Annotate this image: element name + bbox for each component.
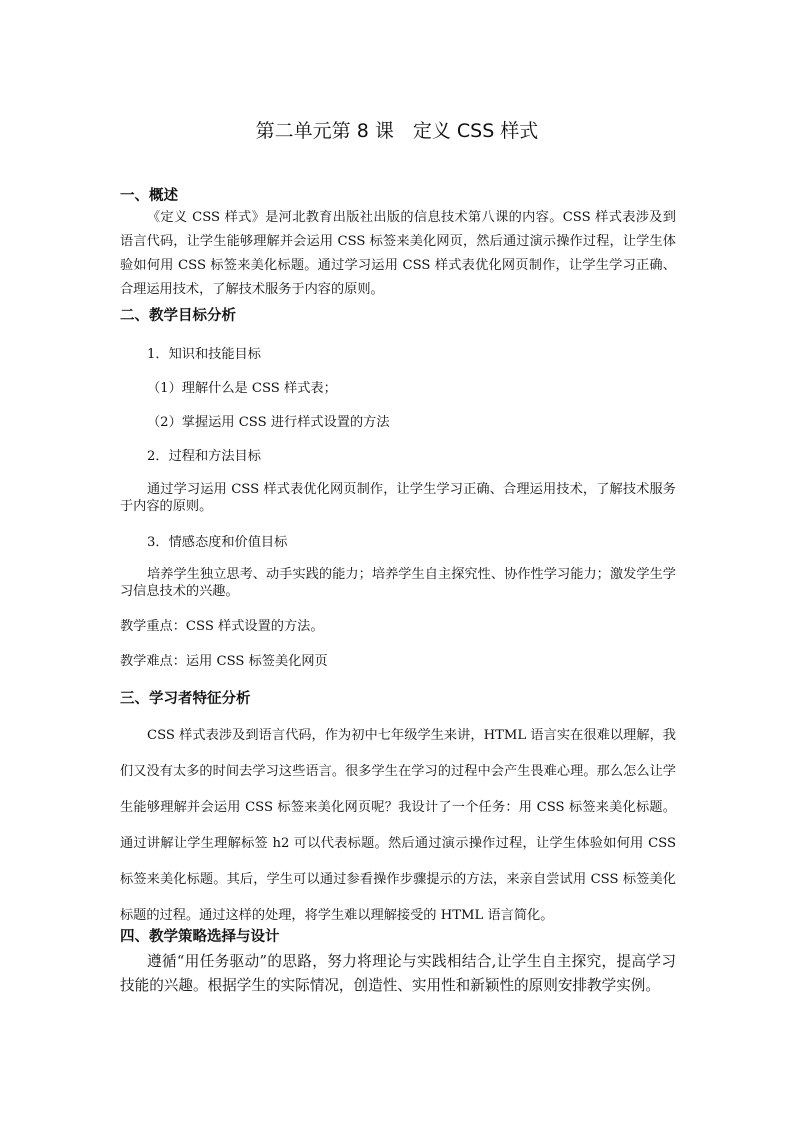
- goal-attitude-values: 3．情感态度和价值目标: [147, 535, 288, 550]
- teaching-difficult-point: 教学难点：运用 CSS 标签美化网页: [120, 654, 328, 669]
- goal-knowledge-skills: 1．知识和技能目标: [147, 347, 261, 362]
- section-heading-objectives: 二、教学目标分析: [120, 308, 236, 324]
- teaching-key-point: 教学重点：CSS 样式设置的方法。: [120, 619, 324, 634]
- goal-item-1: （1）理解什么是 CSS 样式表；: [147, 381, 337, 396]
- learners-paragraph: CSS 样式表涉及到语言代码，作为初中七年级学生来讲，HTML 语言实在很难以理解，我们又没有太多的时间去学习这些语言。很多学生在学习的过程中会产生畏难心理。那么怎么让学生能够理解并会运用 CSS 标签来美化网页呢？我设计了一个任务：用 CSS 标签来美化标题。通过讲解让学生理解标签 h2 可以代表标题。然后通过演示操作过程，让学生体验如何用 CSS 标签来美化标题。其后，学生可以通过参看操作步骤提示的方法，来亲自尝试用 CSS 标签美化标题的过程。通过这样的处理，将学生难以理解接受的 HTML 语言简化。: [120, 728, 676, 923]
- goal-process-text: 通过学习运用 CSS 样式表优化网页制作，让学生学习正确、合理运用技术，了解技术服务于内容的原则。: [120, 482, 676, 514]
- section-heading-learners: 三、学习者特征分析: [120, 691, 251, 707]
- page-title: 第二单元第 8 课 定义 CSS 样式: [255, 120, 539, 142]
- section-heading-overview: 一、概述: [120, 188, 178, 204]
- goal-attitude-text: 培养学生独立思考、动手实践的能力；培养学生自主探究性、协作性学习能力；激发学生学习信息技术的兴趣。: [120, 567, 676, 599]
- goal-item-2: （2）掌握运用 CSS 进行样式设置的方法: [147, 415, 390, 430]
- goal-process-methods: 2．过程和方法目标: [147, 449, 261, 464]
- section-heading-strategy: 四、教学策略选择与设计: [120, 929, 280, 945]
- overview-paragraph: 《定义 CSS 样式》是河北教育出版社出版的信息技术第八课的内容。CSS 样式表涉及到语言代码，让学生能够理解并会运用 CSS 标签来美化网页，然后通过演示操作过程，让学生体验如何用 CSS 标签来美化标题。通过学习运用 CSS 样式表优化网页制作，让学生学习正确、合理运用技术，了解技术服务于内容的原则。: [120, 210, 676, 297]
- strategy-paragraph: 遵循“用任务驱动”的思路，努力将理论与实践相结合,让学生自主探究，提高学习技能的兴趣。根据学生的实际情况，创造性、实用性和新颖性的原则安排教学实例。: [120, 953, 676, 994]
